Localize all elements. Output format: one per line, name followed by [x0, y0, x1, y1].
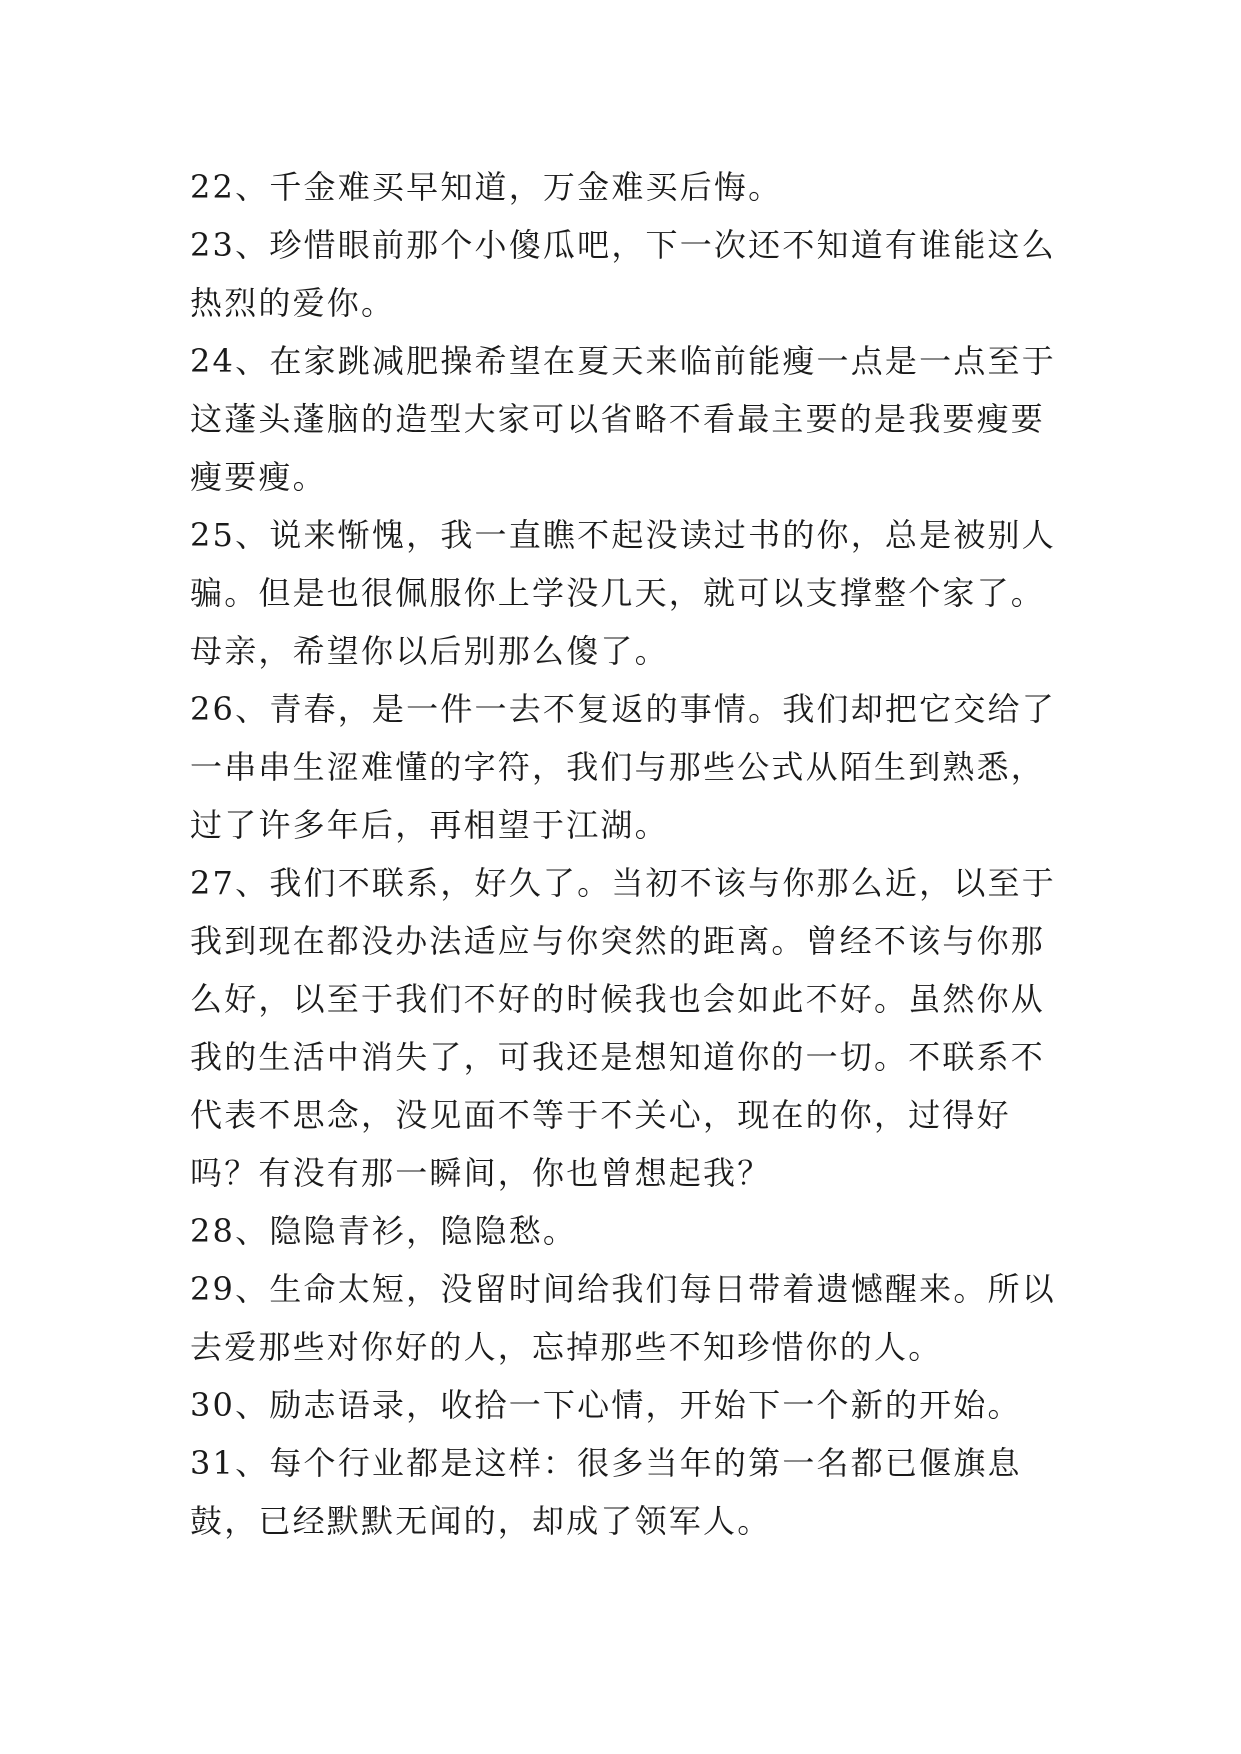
paragraph-24: 24、在家跳减肥操希望在夏天来临前能瘦一点是一点至于这蓬头蓬脑的造型大家可以省略不看最主要的是我要瘦要瘦要瘦。 — [190, 342, 1056, 496]
paragraph-31: 31、每个行业都是这样：很多当年的第一名都已偃旗息鼓，已经默默无闻的，却成了领军人。 — [190, 1444, 1022, 1540]
document-body — [190, 158, 1060, 1550]
paragraph-28: 28、隐隐青衫，隐隐愁。 — [190, 1212, 578, 1250]
paragraph-30: 30、励志语录，收拾一下心情，开始下一个新的开始。 — [190, 1386, 1022, 1424]
paragraph-25: 25、说来惭愧，我一直瞧不起没读过书的你，总是被别人骗。但是也很佩服你上学没几天，就可以支撑整个家了。母亲，希望你以后别那么傻了。 — [190, 516, 1056, 670]
paragraph-26: 26、青春，是一件一去不复返的事情。我们却把它交给了一串串生涩难懂的字符，我们与那些公式从陌生到熟悉，过了许多年后，再相望于江湖。 — [190, 690, 1056, 844]
paragraph-29: 29、生命太短，没留时间给我们每日带着遗憾醒来。所以去爱那些对你好的人，忘掉那些不知珍惜你的人。 — [190, 1270, 1056, 1366]
paragraph-23: 23、珍惜眼前那个小傻瓜吧，下一次还不知道有谁能这么热烈的爱你。 — [190, 226, 1056, 322]
paragraph-27: 27、我们不联系，好久了。当初不该与你那么近，以至于我到现在都没办法适应与你突然的距离。曾经不该与你那么好，以至于我们不好的时候我也会如此不好。虽然你从我的生活中消失了，可我还是想知道你的一切。不联系不代表不思念，没见面不等于不关心，现在的你，过得好吗？有没有那一瞬间，你也曾想起我？ — [190, 864, 1056, 1192]
paragraph-22: 22、千金难买早知道，万金难买后悔。 — [190, 168, 783, 206]
